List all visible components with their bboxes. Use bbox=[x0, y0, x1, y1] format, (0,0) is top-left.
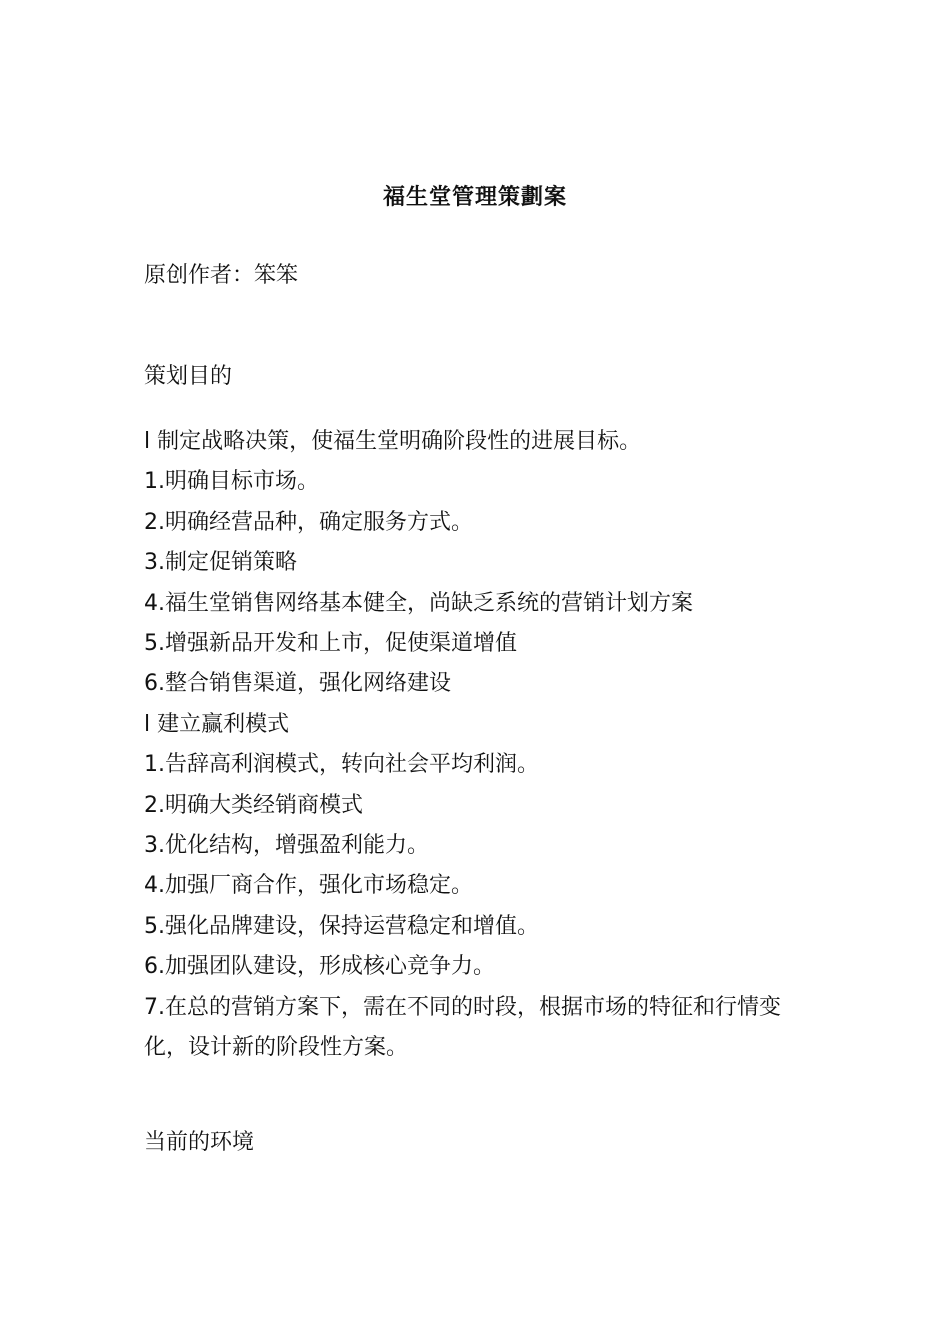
list-item: 4.加强厂商合作，强化市场稳定。 bbox=[144, 873, 473, 899]
list-item: 6.加强团队建设，形成核心竞争力。 bbox=[144, 954, 495, 980]
list-item: l 建立赢利模式 bbox=[144, 711, 290, 737]
section-heading-environment: 当前的环境 bbox=[144, 1130, 255, 1155]
list-item: 3.优化结构，增强盈利能力。 bbox=[144, 833, 429, 859]
list-item: 1.告辞高利润模式，转向社会平均利润。 bbox=[144, 752, 539, 778]
content-list bbox=[144, 422, 804, 1069]
list-item: 2.明确经营品种，确定服务方式。 bbox=[144, 509, 473, 535]
list-item: l 制定战略决策，使福生堂明确阶段性的进展目标。 bbox=[144, 429, 642, 454]
list-item: 3.制定促销策略 bbox=[144, 550, 297, 576]
document-title: 福生堂管理策劃案 bbox=[382, 185, 567, 210]
author-line: 原创作者：笨笨 bbox=[144, 263, 299, 288]
list-item: 2.明确大类经销商模式 bbox=[144, 792, 363, 818]
list-item: 7.在总的营销方案下，需在不同的时段，根据市场的特征和行情变化，设计新的阶段性方案。 bbox=[144, 994, 781, 1061]
list-item: 1.明确目标市场。 bbox=[144, 469, 319, 495]
list-item: 6.整合销售渠道，强化网络建设 bbox=[144, 671, 451, 697]
section-heading-purpose: 策划目的 bbox=[144, 364, 233, 389]
list-item: 4.福生堂销售网络基本健全，尚缺乏系统的营销计划方案 bbox=[144, 590, 693, 616]
list-item: 5.强化品牌建设，保持运营稳定和增值。 bbox=[144, 913, 539, 939]
list-item: 5.增强新品开发和上市，促使渠道增值 bbox=[144, 631, 517, 657]
